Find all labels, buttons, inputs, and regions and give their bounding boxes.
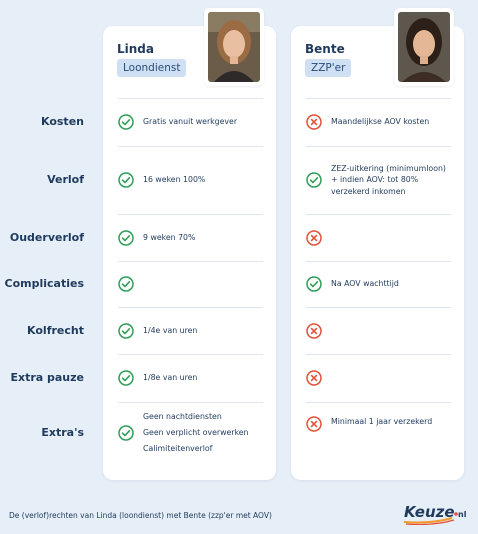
cross-circle-icon <box>306 114 322 130</box>
cross-circle-icon <box>306 370 322 386</box>
cell-linda <box>118 261 274 307</box>
row-label: Kosten <box>41 115 84 128</box>
cell-bente <box>306 354 462 402</box>
cell-line: ZEZ-uitkering (minimumloon) <box>331 164 446 174</box>
cell-line: Minimaal 1 jaar verzekerd <box>331 417 433 426</box>
cell-linda <box>118 354 274 402</box>
cell-text <box>331 163 446 197</box>
cell-line: + indien AOV: tot 80% <box>331 175 419 185</box>
cell-line: 1/4e van uren <box>143 325 198 335</box>
check-circle-icon <box>118 172 134 188</box>
cell-line: Gratis vanuit werkgever <box>143 117 238 127</box>
cell-text <box>143 409 248 456</box>
check-circle-icon <box>118 276 134 292</box>
check-circle-icon <box>306 276 322 292</box>
row-label: Complicaties <box>4 277 84 290</box>
row-label: Extra pauze <box>10 371 84 384</box>
cell-linda <box>118 98 274 146</box>
cross-circle-icon <box>306 230 322 246</box>
cross-circle-icon <box>306 323 322 339</box>
cell-linda <box>118 307 274 354</box>
cell-line: Calimiteitenverlof <box>143 443 213 453</box>
cell-text <box>143 372 197 383</box>
cell-text <box>143 325 197 336</box>
photo-bente <box>398 12 450 82</box>
cell-text <box>143 116 237 127</box>
cell-line: verzekerd inkomen <box>331 186 406 196</box>
check-circle-icon <box>118 425 134 441</box>
keuze-logo <box>402 501 470 525</box>
cell-line: Geen verplicht overwerken <box>143 428 249 438</box>
cell-line: Geen nachtdiensten <box>143 412 222 422</box>
cell-bente <box>306 261 462 307</box>
cell-bente <box>306 98 462 146</box>
photo-linda <box>208 12 260 82</box>
cell-text <box>331 278 399 289</box>
cell-line: Na AOV wachttijd <box>331 279 399 289</box>
check-circle-icon <box>118 114 134 130</box>
cell-bente <box>306 307 462 354</box>
photo-frame-linda <box>204 8 264 86</box>
cell-line: Maandelijkse AOV kosten <box>331 117 430 127</box>
logo-suffix: nl <box>458 510 467 519</box>
footer-caption: De (verlof)rechten van Linda (loondienst) met Bente (zzp'er met AOV) <box>9 511 272 520</box>
check-circle-icon <box>306 172 322 188</box>
check-circle-icon <box>118 323 134 339</box>
cell-bente <box>306 146 462 214</box>
cell-text <box>331 116 429 127</box>
cell-text <box>143 174 205 185</box>
check-circle-icon <box>118 230 134 246</box>
row-label: Kolfrecht <box>27 323 84 337</box>
person-name-linda: Linda <box>117 42 154 56</box>
employment-tag-linda: Loondienst <box>117 59 186 77</box>
cell-text <box>331 416 432 427</box>
cell-linda <box>118 214 274 261</box>
cell-line: 16 weken 100% <box>143 175 206 185</box>
row-label: Ouderverlof <box>9 230 84 244</box>
logo-text: Keuze <box>404 503 455 521</box>
cell-bente <box>306 214 462 261</box>
cell-linda <box>118 402 274 464</box>
cell-bente <box>306 402 462 464</box>
cell-linda <box>118 146 274 214</box>
check-circle-icon <box>118 370 134 386</box>
row-label: Extra's <box>41 426 84 439</box>
cell-line: 9 weken 70% <box>143 232 196 242</box>
employment-tag-bente: ZZP'er <box>305 59 351 77</box>
person-name-bente: Bente <box>305 42 345 56</box>
row-label: Verlof <box>47 173 84 186</box>
photo-frame-bente <box>394 8 454 86</box>
cell-text <box>143 232 195 243</box>
cell-line: 1/8e van uren <box>143 373 198 383</box>
cross-circle-icon <box>306 416 322 432</box>
